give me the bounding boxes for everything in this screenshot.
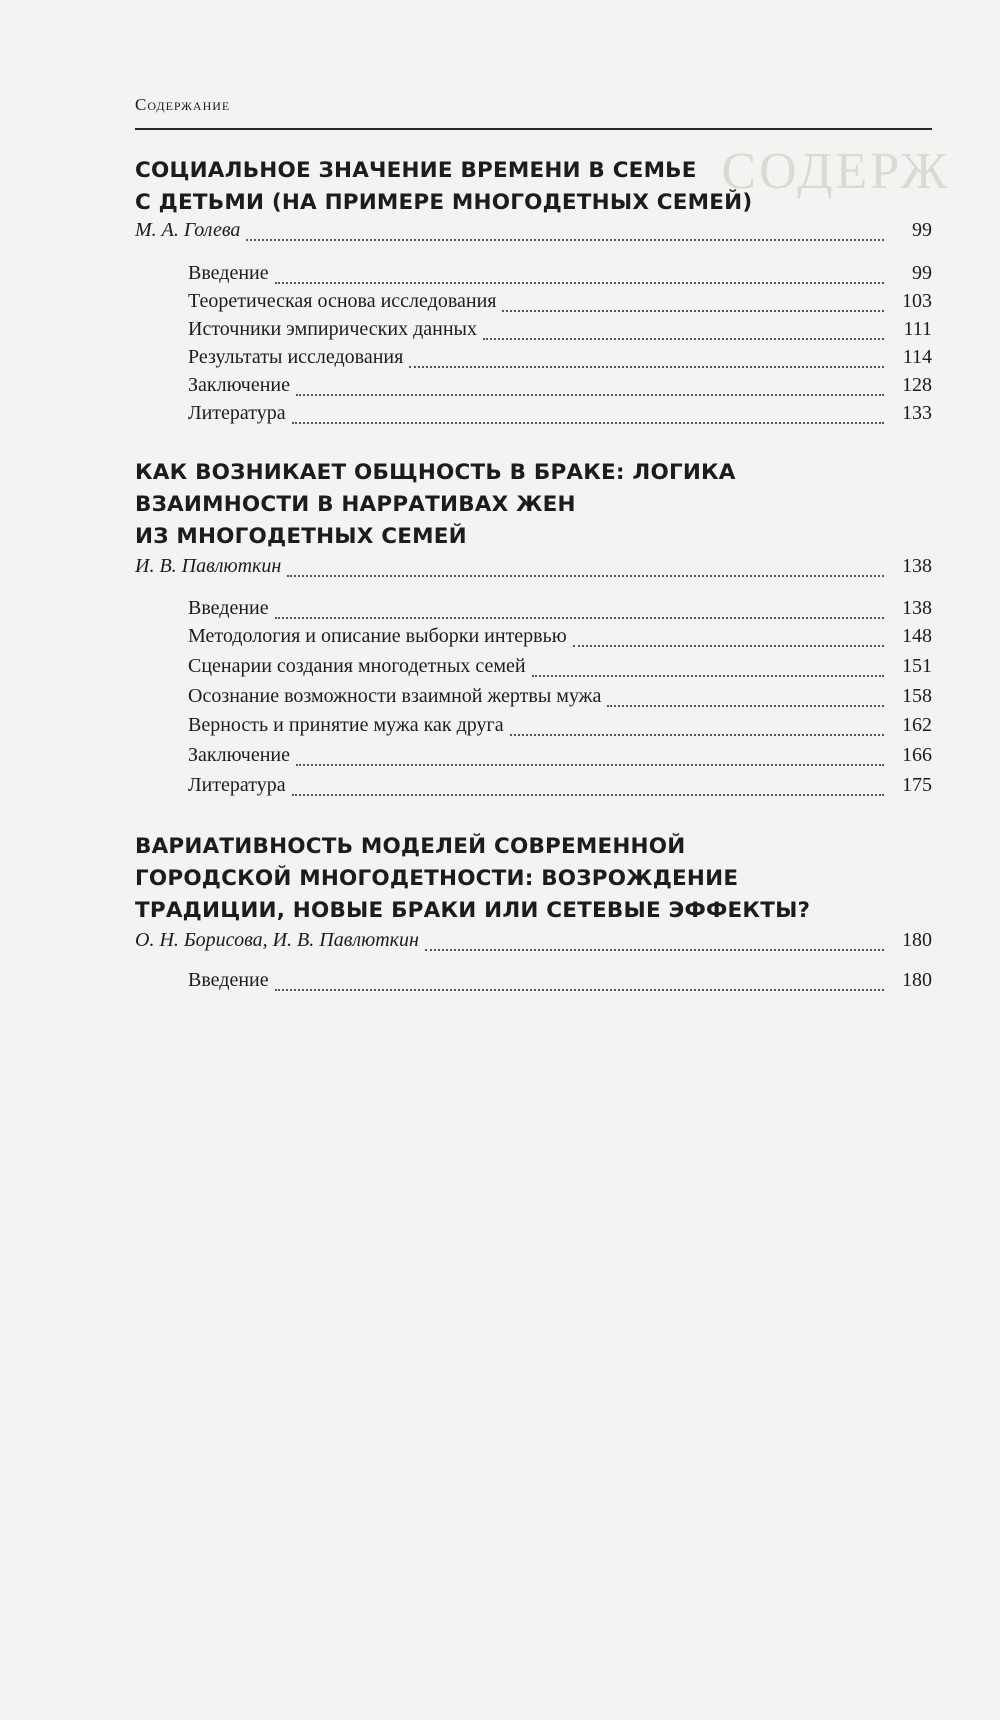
page-number: 103 <box>902 290 932 312</box>
title-line: ГОРОДСКОЙ МНОГОДЕТНОСТИ: ВОЗРОЖДЕНИЕ <box>135 866 739 891</box>
page-number: 133 <box>902 402 932 424</box>
entry-label: Введение <box>188 969 269 991</box>
entry-label: Заключение <box>188 374 290 396</box>
author-entry[interactable] <box>135 219 932 247</box>
title-line: С ДЕТЬМИ (НА ПРИМЕРЕ МНОГОДЕТНЫХ СЕМЕЙ) <box>135 190 753 215</box>
page-number: 99 <box>912 219 932 241</box>
dot-leader <box>532 675 884 677</box>
toc-entry[interactable] <box>188 290 932 318</box>
toc-entry[interactable] <box>188 346 932 374</box>
dot-leader <box>483 338 884 340</box>
toc-entry[interactable] <box>188 685 932 713</box>
toc-entry[interactable] <box>188 597 932 625</box>
page-number: 166 <box>902 744 932 766</box>
page-number: 175 <box>902 774 932 796</box>
bleed-through-text: СОДЕРЖ <box>721 143 950 200</box>
toc-entry[interactable] <box>188 655 932 683</box>
toc-entry[interactable] <box>188 774 932 802</box>
title-line: ИЗ МНОГОДЕТНЫХ СЕМЕЙ <box>135 524 467 549</box>
page-number: 148 <box>902 625 932 647</box>
author-entry[interactable] <box>135 555 932 583</box>
author-name: О. Н. Борисова, И. В. Павлюткин <box>135 929 419 951</box>
dot-leader <box>292 794 884 796</box>
entry-label: Теоретическая основа исследования <box>188 290 497 312</box>
title-line: ВАРИАТИВНОСТЬ МОДЕЛЕЙ СОВРЕМЕННОЙ <box>135 834 686 859</box>
entry-label: Заключение <box>188 744 290 766</box>
title-line: СОЦИАЛЬНОЕ ЗНАЧЕНИЕ ВРЕМЕНИ В СЕМЬЕ <box>135 158 697 183</box>
page-number: 114 <box>902 346 932 368</box>
section-title <box>135 831 835 927</box>
author-name: М. А. Голева <box>135 219 241 241</box>
toc-entry[interactable] <box>188 402 932 430</box>
title-line: ВЗАИМНОСТИ В НАРРАТИВАХ ЖЕН <box>135 492 576 517</box>
author-entry[interactable] <box>135 929 932 957</box>
toc-entry[interactable] <box>188 969 932 997</box>
title-line: ТРАДИЦИИ, НОВЫЕ БРАКИ ИЛИ СЕТЕВЫЕ ЭФФЕКТЫ? <box>135 898 811 923</box>
dot-leader <box>425 949 884 951</box>
toc-entry[interactable] <box>188 744 932 772</box>
entry-label: Верность и принятие мужа как друга <box>188 714 504 736</box>
entry-label: Литература <box>188 402 286 424</box>
entry-label: Сценарии создания многодетных семей <box>188 655 526 677</box>
dot-leader <box>573 645 884 647</box>
header-rule <box>135 128 932 130</box>
page-number: 111 <box>903 318 932 340</box>
dot-leader <box>502 310 884 312</box>
dot-leader <box>296 394 884 396</box>
page-number: 128 <box>902 374 932 396</box>
entry-label: Результаты исследования <box>188 346 404 368</box>
entry-label: Источники эмпирических данных <box>188 318 477 340</box>
page-number: 180 <box>902 969 932 991</box>
author-name: И. В. Павлюткин <box>135 555 282 577</box>
page-number: 158 <box>902 685 932 707</box>
page-number: 151 <box>902 655 932 677</box>
dot-leader <box>275 617 884 619</box>
dot-leader <box>246 239 884 241</box>
page-number: 138 <box>902 597 932 619</box>
page-number: 138 <box>902 555 932 577</box>
entry-label: Введение <box>188 262 269 284</box>
toc-entry[interactable] <box>188 374 932 402</box>
dot-leader <box>292 422 884 424</box>
dot-leader <box>409 366 884 368</box>
dot-leader <box>296 764 884 766</box>
toc-entry[interactable] <box>188 318 932 346</box>
dot-leader <box>287 575 884 577</box>
section-title <box>135 155 835 219</box>
section-title <box>135 457 835 553</box>
dot-leader <box>275 282 884 284</box>
entry-label: Литература <box>188 774 286 796</box>
dot-leader <box>510 734 884 736</box>
dot-leader <box>607 705 884 707</box>
page-number: 162 <box>902 714 932 736</box>
toc-entry[interactable] <box>188 714 932 742</box>
entry-label: Методология и описание выборки интервью <box>188 625 567 647</box>
page-number: 180 <box>902 929 932 951</box>
running-head: Содержание <box>135 95 231 114</box>
entry-label: Введение <box>188 597 269 619</box>
toc-entry[interactable] <box>188 262 932 290</box>
page-number: 99 <box>912 262 932 284</box>
entry-label: Осознание возможности взаимной жертвы мужа <box>188 685 602 707</box>
dot-leader <box>275 989 884 991</box>
toc-entry[interactable] <box>188 625 932 653</box>
title-line: КАК ВОЗНИКАЕТ ОБЩНОСТЬ В БРАКЕ: ЛОГИКА <box>135 460 736 485</box>
